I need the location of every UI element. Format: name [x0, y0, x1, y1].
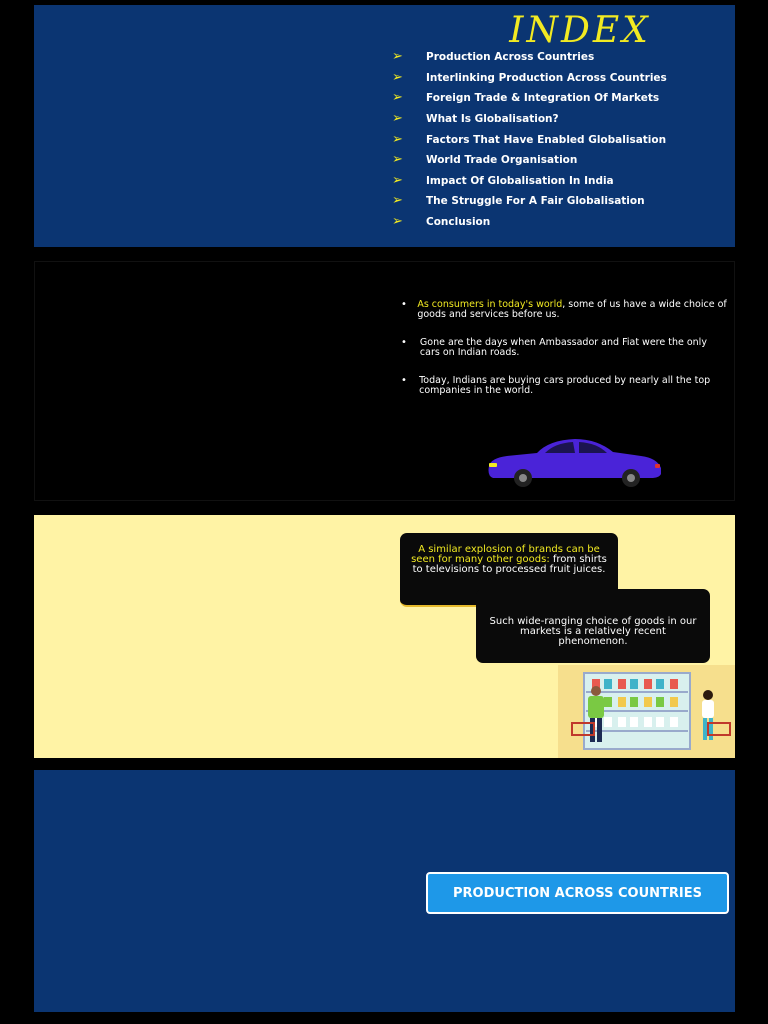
index-item-label: Factors That Have Enabled Globalisation [426, 133, 667, 146]
list-item [392, 88, 732, 109]
index-item-label: The Struggle For A Fair Globalisation [426, 195, 645, 208]
highlighted-text: A similar explosion of brands can be seen for many other goods: [411, 544, 600, 565]
index-item-label: Impact Of Globalisation In India [426, 174, 614, 187]
bullet-dot-icon: • [401, 375, 407, 386]
bullet-text: Today, Indians are buying cars produced by nearly all the top companies in the world. [419, 375, 711, 396]
arrow-bullet-icon: ➢ [392, 49, 403, 65]
list-item [392, 212, 732, 233]
arrow-bullet-icon: ➢ [392, 90, 403, 106]
body-text: , some of us have a wide choice of goods and services before us. [417, 299, 727, 320]
index-list [392, 47, 732, 232]
list-item [392, 171, 732, 192]
bullet-text: Gone are the days when Ambassador and Fiat were the only cars on Indian roads. [419, 337, 707, 358]
list-item [392, 150, 732, 171]
list-item [392, 47, 732, 68]
arrow-bullet-icon: ➢ [392, 131, 403, 147]
highlighted-text: As consumers in today's world [417, 299, 563, 310]
list-item [392, 129, 732, 150]
bullet-dot-icon: • [401, 299, 407, 310]
arrow-bullet-icon: ➢ [392, 111, 403, 127]
arrow-bullet-icon: ➢ [392, 214, 403, 230]
list-item [392, 109, 732, 130]
section-title: PRODUCTION ACROSS COUNTRIES [453, 885, 702, 901]
index-title: INDEX [509, 10, 651, 51]
list-item [397, 300, 727, 319]
speech-bubble-choice: Such wide-ranging choice of goods in our markets is a relatively recent phenomenon. [476, 589, 710, 663]
arrow-bullet-icon: ➢ [392, 193, 403, 209]
slide-brands [34, 515, 735, 758]
arrow-bullet-icon: ➢ [392, 152, 403, 168]
list-item [397, 338, 727, 357]
arrow-bullet-icon: ➢ [392, 69, 403, 85]
car-illustration [485, 436, 665, 488]
index-item-label: Production Across Countries [426, 51, 595, 64]
bullet-text [417, 300, 727, 319]
slide-index [34, 5, 735, 247]
index-item-label: Conclusion [426, 216, 491, 229]
bullet-dot-icon: • [401, 337, 407, 348]
supermarket-illustration [558, 665, 735, 758]
arrow-bullet-icon: ➢ [392, 172, 403, 188]
index-item-label: Interlinking Production Across Countries [426, 71, 667, 84]
slide-section-header [34, 770, 735, 1012]
list-item [392, 191, 732, 212]
bullet-list [397, 300, 727, 414]
slide-consumers [34, 261, 735, 501]
list-item [397, 376, 727, 395]
index-item-label: World Trade Organisation [426, 154, 578, 167]
body-text: from shirts to televisions to processed fruit juices. [412, 554, 607, 575]
index-item-label: What Is Globalisation? [426, 113, 559, 126]
index-item-label: Foreign Trade & Integration Of Markets [426, 92, 660, 105]
list-item [392, 68, 732, 89]
section-title-box [426, 872, 729, 914]
